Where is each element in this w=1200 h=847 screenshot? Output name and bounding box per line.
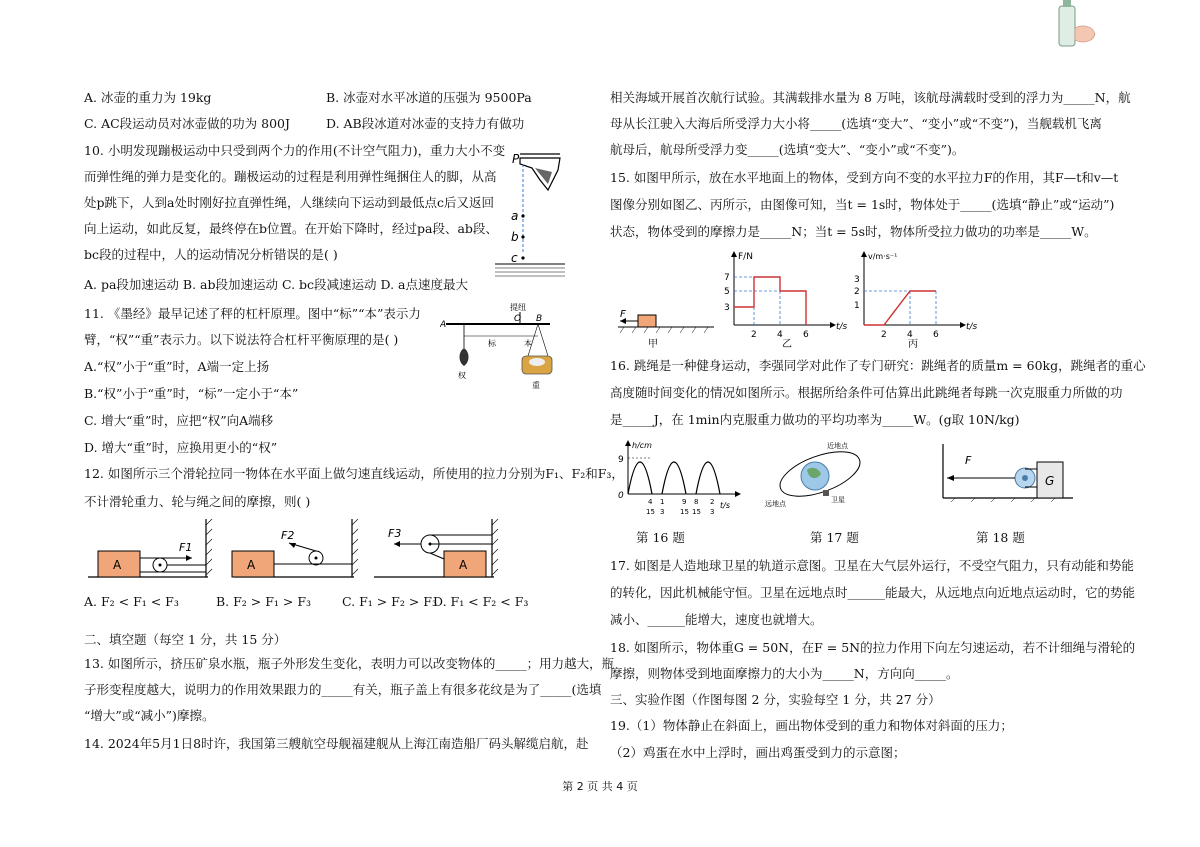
q10-line-3: 处p跳下，人到a处时刚好拉直弹性绳，人继续向下运动到最低点c后又返回 [84,195,494,210]
q11-line-2: 臂，“权”“重”表示力。以下说法符合杠杆平衡原理的是( ) [84,332,399,347]
q15-line-2: 图像分别如图乙、丙所示，由图像可知，当t = 1s时，物体处于_____(选填“静止”或“运动”) [610,197,1115,212]
pulley3-block-label: A [459,558,468,572]
q15-yi-yaxis: F/N [738,252,753,262]
svg-text:1: 1 [660,498,665,506]
q9-option-b: B. 冰壶对水平冰道的压强为 9500Pa [326,90,532,105]
q18-force-label: F [965,454,972,467]
lever-label-ti: 提纽 [510,303,526,312]
pulley2-force-label: F2 [281,529,295,542]
q17-line-1: 17. 如图是人造地球卫星的轨道示意图。卫星在大气层外运行，不受空气阻力，只有动能和势能 [610,558,1134,573]
svg-text:2: 2 [710,498,715,506]
q15-jia-force: F [620,309,626,320]
caption-q18: 第 18 题 [976,530,1025,545]
lever-figure [440,300,570,395]
q15-jia-caption: 甲 [648,339,658,350]
lever-label-b: B [536,314,543,324]
q10-line-1: 10. 小明发现蹦极运动中只受到两个力的作用(不计空气阻力)，重力大小不变 [84,143,506,158]
q11-line-1: 11. 《墨经》最早记述了秤的杠杆原理。图中“标”“本”表示力 [84,306,421,321]
pulley1-force-label: F1 [179,541,193,554]
q17-satellite-label: 卫星 [831,496,845,504]
caption-q17: 第 17 题 [810,530,859,545]
svg-text:8: 8 [694,498,699,506]
svg-text:1: 1 [854,301,860,311]
lever-label-zhong: 重 [532,381,540,390]
q10-line-4: 向上运动，如此反复，最终停在b位置。在开始下降时，经过pa段、ab段、 [84,221,498,236]
q15-figures [614,245,984,350]
q16-xaxis: t/s [720,501,730,510]
q14-line-1: 14. 2024年5月1日8时许，我国第三艘航空母舰福建舰从上海江南造船厂码头解缆启航，赴 [84,736,589,751]
lever-label-quan: 权 [458,371,466,380]
svg-text:3: 3 [710,508,715,516]
lever-label-a: A [440,320,447,330]
q12-line-1: 12. 如图所示三个滑轮拉同一物体在水平面上做匀速直线运动，所使用的拉力分别为F₁、F₂和F₃， [84,466,624,481]
q18-block-label: G [1045,474,1055,488]
section-3-heading: 三、实验作图（作图每图 2 分，实验每空 1 分，共 27 分） [610,692,941,707]
q15-line-3: 状态，物体受到的摩擦力是_____N；当t = 5s时，物体所受拉力做功的功率是_____W。 [610,224,1097,239]
q12-option-a: A. F₂ < F₁ < F₃ [84,594,179,609]
q12-option-b: B. F₂ > F₁ > F₃ [216,594,312,609]
q11-option-b: B.“权”小于“重”时，“标”一定小于“本” [84,386,299,401]
q13-line-2: 子形变程度越大，说明力的作用效果跟力的_____有关，瓶子盖上有很多花纹是为了_____(选填 [84,682,602,697]
bungee-label-b: b [511,230,519,244]
bungee-label-c: c [511,251,518,265]
q9-option-d: D. AB段冰道对冰壶的支持力有做功 [326,116,525,131]
q12-option-c: C. F₁ > F₂ > F₃ [342,594,437,609]
svg-text:15: 15 [646,508,655,516]
bungee-label-p: P [512,152,520,166]
q17-apogee-label: 远地点 [765,500,786,508]
q11-option-a: A.“权”小于“重”时，A端一定上扬 [84,359,270,374]
bungee-figure [490,150,570,285]
q15-bing-yaxis: v/m·s⁻¹ [868,252,898,261]
svg-text:3: 3 [854,275,860,285]
svg-text:4: 4 [777,330,783,340]
page-footer: 第 2 页 共 4 页 [562,780,638,793]
q18-line-2: 摩擦，则物体受到地面摩擦力的大小为_____N，方向向_____。 [610,666,959,681]
lever-label-ben: 本 [524,339,532,348]
q18-figure [935,442,1075,502]
svg-text:5: 5 [724,287,730,297]
svg-text:4: 4 [648,498,653,506]
q15-yi-xaxis: t/s [836,322,848,332]
caption-q16: 第 16 题 [636,530,685,545]
q13-line-3: “增大”或“减小”)摩擦。 [84,708,215,723]
svg-text:6: 6 [803,330,809,340]
q10-line-5: bc段的过程中，人的运动情况分析错误的是( ) [84,247,338,262]
q17-perigee-label: 近地点 [827,442,848,450]
q15-yi-caption: 乙 [782,339,792,350]
q19-line-1: 19.（1）物体静止在斜面上，画出物体受到的重力和物体对斜面的压力； [610,718,1013,733]
q16-line-1: 16. 跳绳是一种健身运动，李强同学对此作了专门研究：跳绳者的质量m = 60kg，跳绳者的重心 [610,358,1146,373]
q15-bing-xaxis: t/s [966,322,978,332]
q10-options: A. pa段加速运动 B. ab段加速运动 C. bc段减速运动 D. a点速度最大 [84,277,468,292]
q13-line-1: 13. 如图所示，挤压矿泉水瓶，瓶子外形发生变化，表明力可以改变物体的_____；用力越大，瓶 [84,656,615,671]
q16-line-2: 高度随时间变化的情况如图所示。根据所给条件可估算出此跳绳者每跳一次克服重力所做的功 [610,385,1123,400]
pulley-figures [84,515,524,585]
svg-text:2: 2 [881,330,887,340]
q12-option-d: D. F₁ < F₂ < F₃ [433,594,529,609]
q15-bing-caption: 丙 [908,339,918,350]
svg-text:3: 3 [724,303,730,313]
q16-line-3: 是_____J，在 1min内克服重力做功的平均功率为_____W。(g取 10N/kg) [610,412,1020,427]
svg-text:4: 4 [907,330,913,340]
svg-text:3: 3 [660,508,665,516]
q14-line-4: 航母后，航母所受浮力变_____(选填“变大”、“变小”或“不变”)。 [610,142,965,157]
q12-line-2: 不计滑轮重力、轮与绳之间的摩擦，则( ) [84,494,311,509]
section-2-heading: 二、填空题（每空 1 分，共 15 分） [84,632,287,647]
lever-label-o: O [514,314,522,324]
svg-text:2: 2 [854,287,860,297]
svg-text:2: 2 [751,330,757,340]
q16-yaxis: h/cm [632,441,652,450]
q9-option-a: A. 冰壶的重力为 19kg [84,90,212,105]
lever-label-biao: 标 [488,339,496,348]
q14-line-2: 相关海域开展首次航行试验。其满载排水量为 8 万吨，该航母满载时受到的浮力为_____N，航 [610,90,1131,105]
svg-text:9: 9 [682,498,687,506]
q18-line-1: 18. 如图所示，物体重G = 50N，在F = 5N的拉力作用下向左匀速运动，若不计细绳与滑轮的 [610,640,1136,655]
q14-line-3: 母从长江驶入大海后所受浮力大小将_____(选填“变大”、“变小”或“不变”)，当舰载机飞离 [610,116,1102,131]
q17-line-3: 减小、______能增大，速度也就增大。 [610,612,823,627]
q11-option-c: C. 增大“重”时，应把“权”向A端移 [84,413,274,428]
svg-text:7: 7 [724,273,730,283]
q10-line-2: 而弹性绳的弹力是变化的。蹦极运动的过程是利用弹性绳捆住人的脚，从高 [84,169,497,184]
svg-text:15: 15 [692,508,701,516]
bungee-label-a: a [511,209,519,223]
q15-line-1: 15. 如图甲所示，放在水平地面上的物体，受到方向不变的水平拉力F的作用，其F—t和v—t [610,170,1119,185]
svg-text:6: 6 [933,330,939,340]
q17-orbit-figure [765,440,875,510]
q19-line-2: （2）鸡蛋在水中上浮时，画出鸡蛋受到力的示意图； [610,745,906,760]
q9-option-c: C. AC段运动员对冰壶做的功为 800J [84,116,291,131]
svg-text:15: 15 [680,508,689,516]
q16-origin: 0 [618,491,624,501]
pulley3-force-label: F3 [388,527,402,540]
q17-line-2: 的转化，因此机械能守恒。卫星在远地点时______能最大，从远地点向近地点运动时，它的势能 [610,585,1136,600]
pulley1-block-label: A [113,558,122,572]
q11-option-d: D. 增大“重”时，应换用更小的“权” [84,440,278,455]
pulley2-block-label: A [247,558,256,572]
q16-tick-9: 9 [618,455,624,465]
q16-height-graph [614,438,749,518]
bottle-illustration [1055,0,1100,52]
